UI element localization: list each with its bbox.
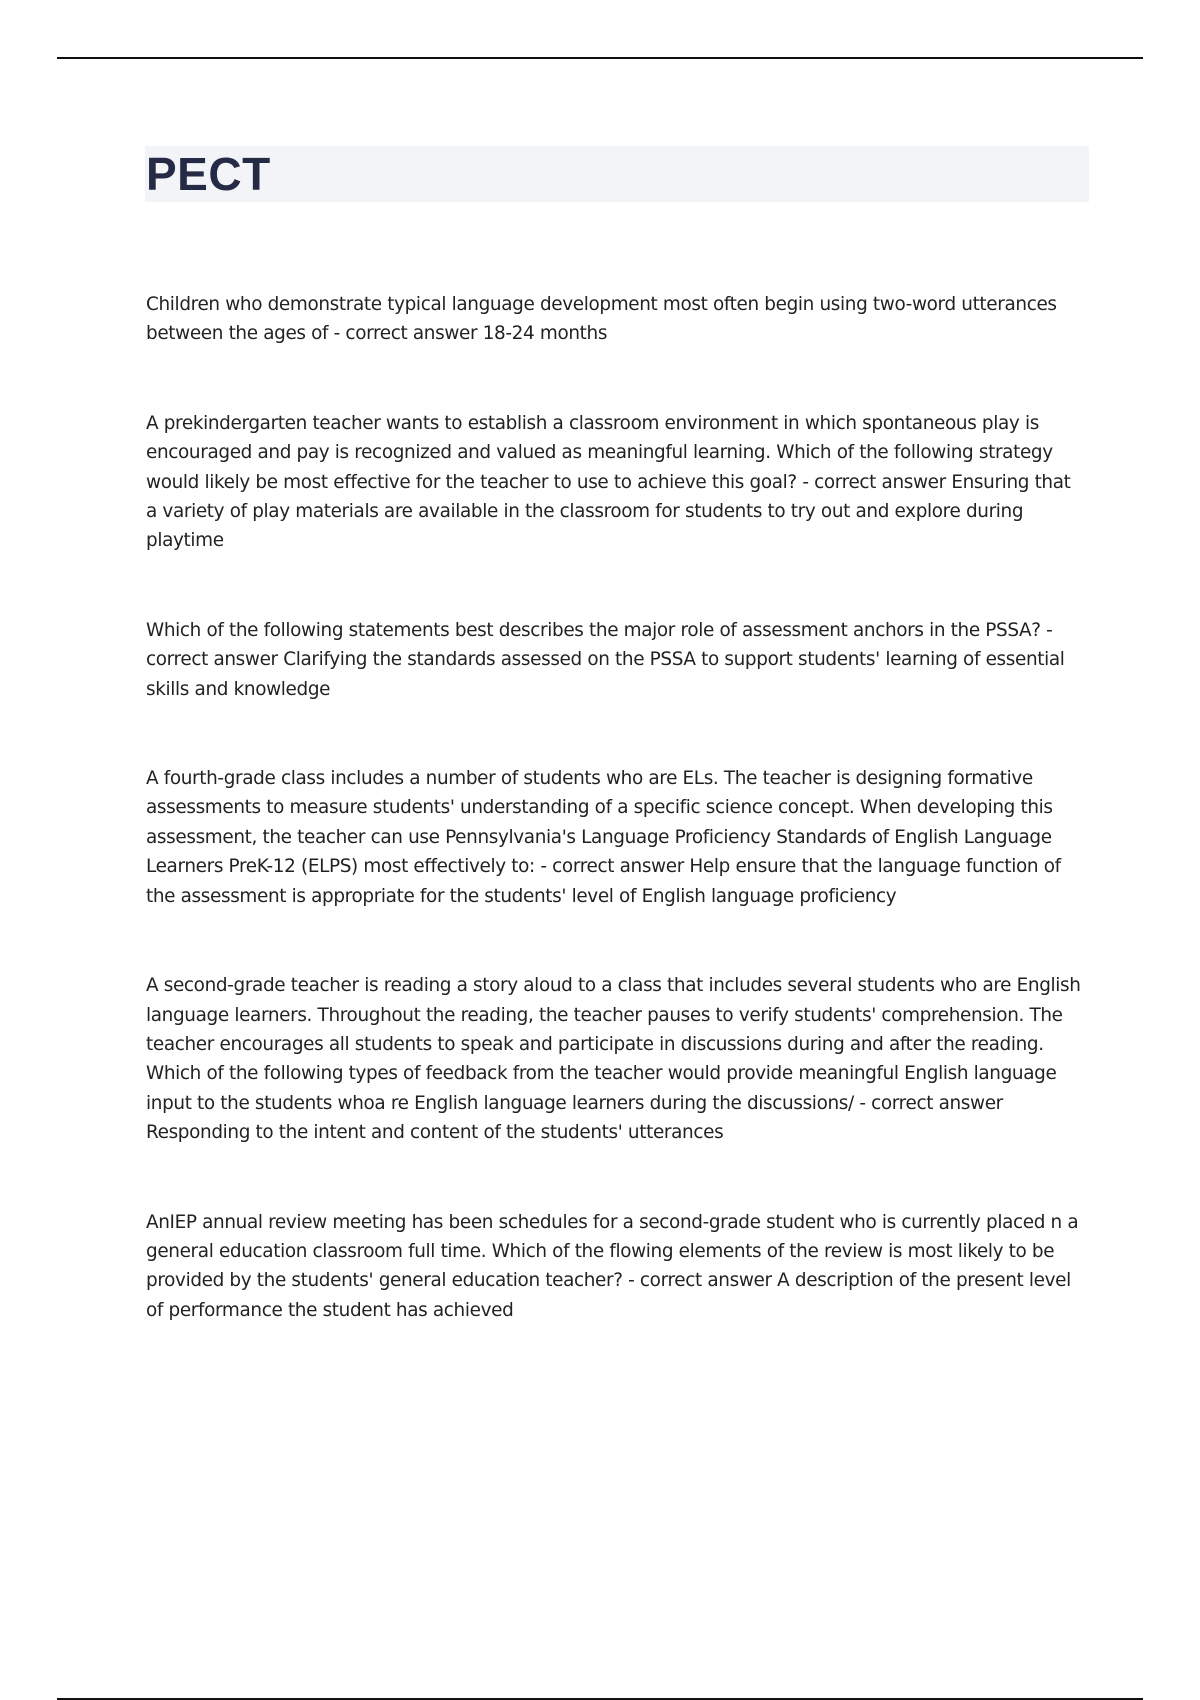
question-answer-list — [146, 290, 1086, 1385]
qa-item: A prekindergarten teacher wants to establish a classroom environment in which spontaneous play is encouraged and pay is recognized and valued as meaningful learning. Which of the following strategy would likely be most effective for the teacher to use to achieve this goal? - correct answer Ensuring that a variety of play materials are available in the classroom for students to try out and explore during playtime — [146, 412, 1071, 552]
qa-item: A second-grade teacher is reading a story aloud to a class that includes several students who are English language learners. Throughout the reading, the teacher pauses to verify students' comprehension. The teacher encourages all students to speak and participate in discussions during and after the reading. Which of the following types of feedback from the teacher would provide meaningful English language input to the students whoa re English language learners during the discussions/ - correct answer Responding to the intent and content of the students' utterances — [146, 975, 1081, 1144]
qa-item: Children who demonstrate typical language development most often begin using two-word utterances between the ages of - correct answer 18-24 months — [146, 294, 1057, 345]
page-title: PECT — [146, 148, 271, 200]
top-divider — [57, 57, 1143, 59]
title-background — [145, 146, 1089, 202]
qa-item: Which of the following statements best describes the major role of assessment anchors in the PSSA? - correct answer Clarifying the standards assessed on the PSSA to support students' learning of essential skills and knowledge — [146, 619, 1065, 700]
qa-item: A fourth-grade class includes a number of students who are ELs. The teacher is designing formative assessments to measure students' understanding of a specific science concept. When developing this assessment, the teacher can use Pennsylvania's Language Proficiency Standards of English Language Learners PreK-12 (ELPS) most effectively to: - correct answer Help ensure that the language function of the assessment is appropriate for the students' level of English language proficiency — [146, 768, 1061, 907]
qa-item: AnIEP annual review meeting has been schedules for a second-grade student who is currently placed n a general education classroom full time. Which of the flowing elements of the review is most likely to be provided by the students' general education teacher? - correct answer A description of the present level of performance the student has achieved — [146, 1211, 1079, 1321]
